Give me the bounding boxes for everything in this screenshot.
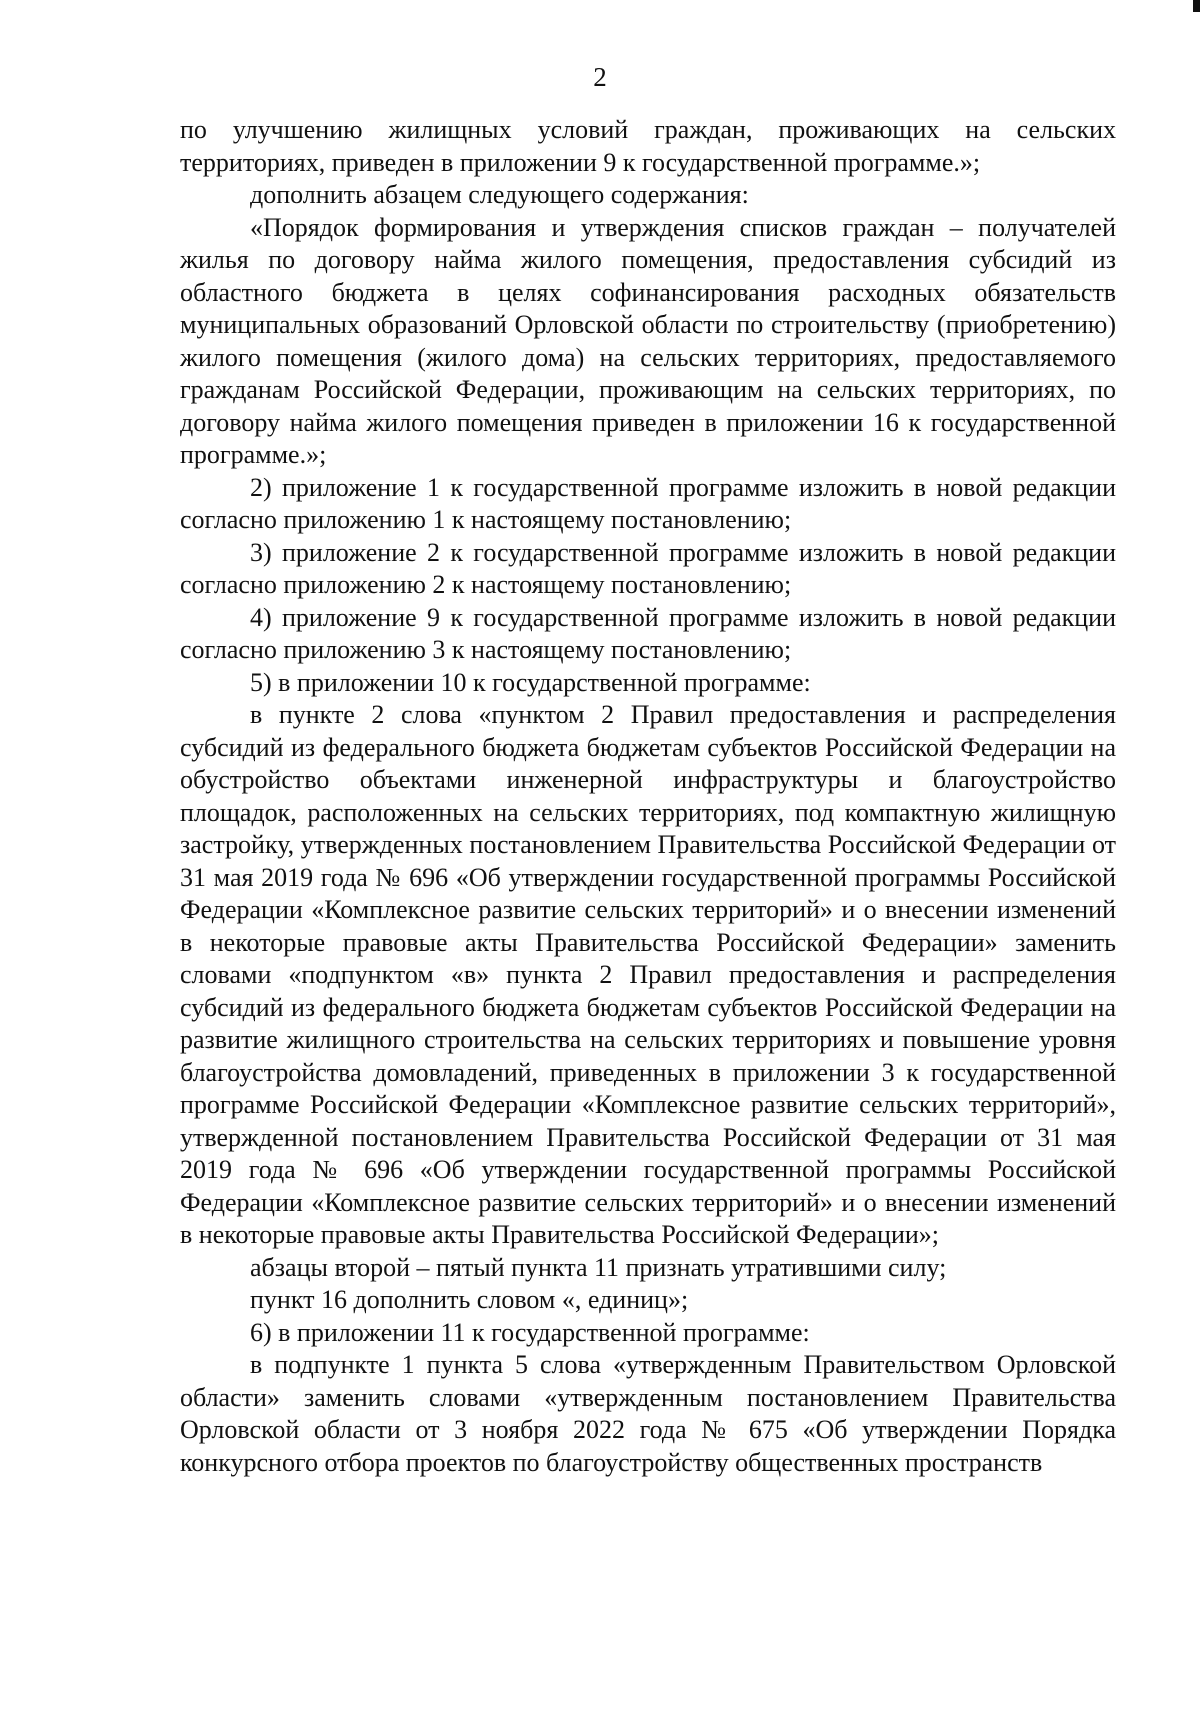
paragraph-item-5-point-11: абзацы второй – пятый пункта 11 признать утратившими силу;: [250, 1252, 947, 1282]
scan-edge-mark: [1193, 0, 1200, 12]
document-body: [180, 114, 1116, 1479]
paragraph-item-5-point-2: в пункте 2 слова «пунктом 2 Правил предоставления и распределения субсидий из федерального бюджета бюджетам субъектов Российской Федерации на обустройство объектами инженерной инфраструктуры и благоустройство площадок, расположенных на сельских территориях, под компактную жилищную застройку, утвержденных постановлением Правительства Российской Федерации от 31 мая 2019 года № 696 «Об утверждении государственной программы Российской Федерации «Комплексное развитие сельских территорий» и о внесении изменений в некоторые правовые акты Правительства Российской Федерации» заменить словами «подпунктом «в» пункта 2 Правил предоставления и распределения субсидий из федерального бюджета бюджетам субъектов Российской Федерации на развитие жилищного строительства на сельских территориях и повышение уровня благоустройства домовладений, приведенных в приложении 3 к государственной программе Российской Федерации «Комплексное развитие сельских территорий», утвержденной постановлением Правительства Российской Федерации от 31 мая 2019 года № 696 «Об утверждении государственной программы Российской Федерации «Комплексное развитие сельских территорий» и о внесении изменений в некоторые правовые акты Правительства Российской Федерации»;: [180, 700, 1116, 1249]
paragraph-item-3: 3) приложение 2 к государственной программе изложить в новой редакции согласно приложению 2 к настоящему постановлению;: [180, 537, 1116, 599]
paragraph-procedure: «Порядок формирования и утверждения списков граждан – получателей жилья по договору найма жилого помещения, предоставления субсидий из областного бюджета в целях софинансирования расходных обязательств муниципальных образований Орловской области по строительству (приобретению) жилого помещения (жилого дома) на сельских территориях, предоставляемого гражданам Российской Федерации, проживающим на сельских территориях, по договору найма жилого помещения приведен в приложении 16 к государственной программе.»;: [180, 212, 1116, 469]
paragraph-item-6-subpoint-1: в подпункте 1 пункта 5 слова «утвержденным Правительством Орловской области» заменить словами «утвержденным постановлением Правительства Орловской области от 3 ноября 2022 года № 675 «Об утверждении Порядка конкурсного отбора проектов по благоустройству общественных пространств: [180, 1350, 1116, 1477]
paragraph-item-5: 5) в приложении 10 к государственной программе:: [250, 667, 811, 697]
paragraph-item-5-point-16: пункт 16 дополнить словом «, единиц»;: [250, 1285, 689, 1314]
paragraph-item-2: 2) приложение 1 к государственной программе изложить в новой редакции согласно приложению 1 к настоящему постановлению;: [180, 472, 1116, 534]
page-number: 2: [593, 62, 607, 92]
paragraph-add-clause: дополнить абзацем следующего содержания:: [250, 180, 749, 209]
paragraph-item-4: 4) приложение 9 к государственной программе изложить в новой редакции согласно приложению 3 к настоящему постановлению;: [180, 602, 1116, 664]
paragraph-continuation: по улучшению жилищных условий граждан, проживающих на сельских территориях, приведен в приложении 9 к государственной программе.»;: [180, 115, 1116, 177]
paragraph-item-6: 6) в приложении 11 к государственной программе:: [250, 1317, 810, 1347]
